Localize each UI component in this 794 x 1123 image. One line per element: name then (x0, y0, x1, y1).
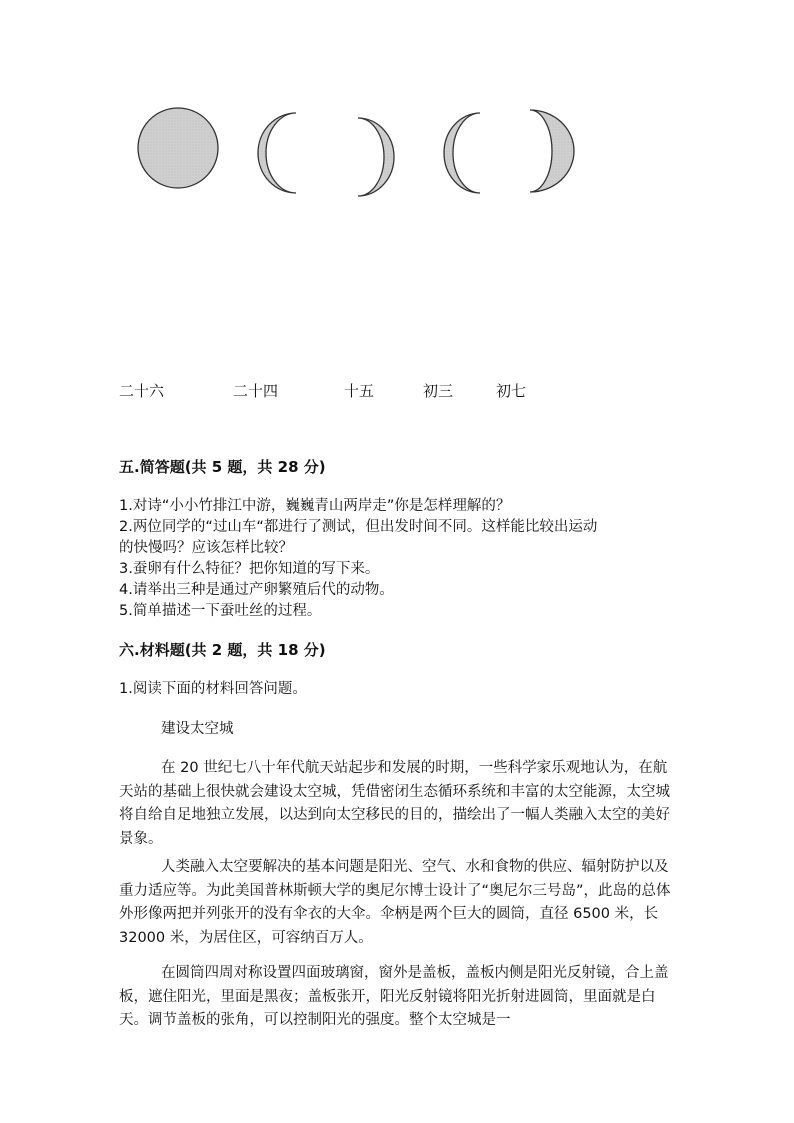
article-paragraph-text: 在圆筒四周对称设置四面玻璃窗，窗外是盖板，盖板内侧是阳光反射镜，合上盖板，遮住阳光，里面是黑夜；盖板张开，阳光反射镜将阳光折射进圆筒，里面就是白天。调节盖板的张角，可以控制阳光的强度。整个太空城是一 (119, 965, 669, 1028)
crescent-left-icon (444, 113, 480, 193)
section5-heading: 五.简答题(共 5 题，共 28 分) (119, 458, 326, 476)
question-line: 1.对诗“小小竹排江中游，巍巍青山两岸走”你是怎样理解的？ (119, 498, 511, 514)
full-moon-icon (138, 108, 218, 188)
phase-label: 初三 (423, 382, 454, 400)
material-question: 1.阅读下面的材料回答问题。 (119, 681, 307, 697)
article-paragraph (119, 962, 671, 1033)
phase-label: 二十六 (119, 382, 165, 400)
crescent-left-icon (258, 113, 296, 193)
question-line: 4.请举出三种是通过产卵繁殖后代的动物。 (119, 582, 394, 598)
section6-heading: 六.材料题(共 2 题，共 18 分) (119, 641, 326, 659)
crescent-right-icon (530, 110, 574, 192)
phase-label: 十五 (344, 382, 375, 400)
article-paragraph (119, 757, 671, 851)
phase-label: 初七 (496, 382, 527, 400)
article-paragraph-text: 在 20 世纪七八十年代航天站起步和发展的时期，一些科学家乐观地认为，在航天站的基础上很快就会建设太空城，凭借密闭生态循环系统和丰富的太空能源，太空城将自给自足地独立发展，以达到向太空移民的目的，描绘出了一幅人类融入太空的美好景象。 (119, 760, 670, 847)
question-line: 3.蚕卵有什么特征？把你知道的写下来。 (119, 561, 380, 577)
article-paragraph-text: 人类融入太空要解决的基本问题是阳光、空气、水和食物的供应、辐射防护以及重力适应等。为此美国普林斯顿大学的奥尼尔博士设计了“奥尼尔三号岛”，此岛的总体外形像两把并列张开的没有伞衣的大伞。伞柄是两个巨大的圆筒，直径 6500 米，长 32000 米，为居住区，可容纳百万人。 (119, 859, 671, 946)
moon-phase-labels (0, 380, 794, 404)
crescent-right-icon (358, 118, 394, 196)
article-title: 建设太空城 (161, 721, 234, 737)
question-line: 的快慢吗？应该怎样比较？ (119, 540, 293, 556)
article-paragraph (119, 856, 671, 950)
moon-phase-drawing (0, 0, 794, 260)
phase-label: 二十四 (233, 382, 279, 400)
question-line: 2.两位同学的“过山车“都进行了测试，但出发时间不同。这样能比较出运动 (119, 519, 598, 535)
question-line: 5.简单描述一下蚕吐丝的过程。 (119, 603, 322, 619)
moon-phase-figures (0, 0, 794, 260)
